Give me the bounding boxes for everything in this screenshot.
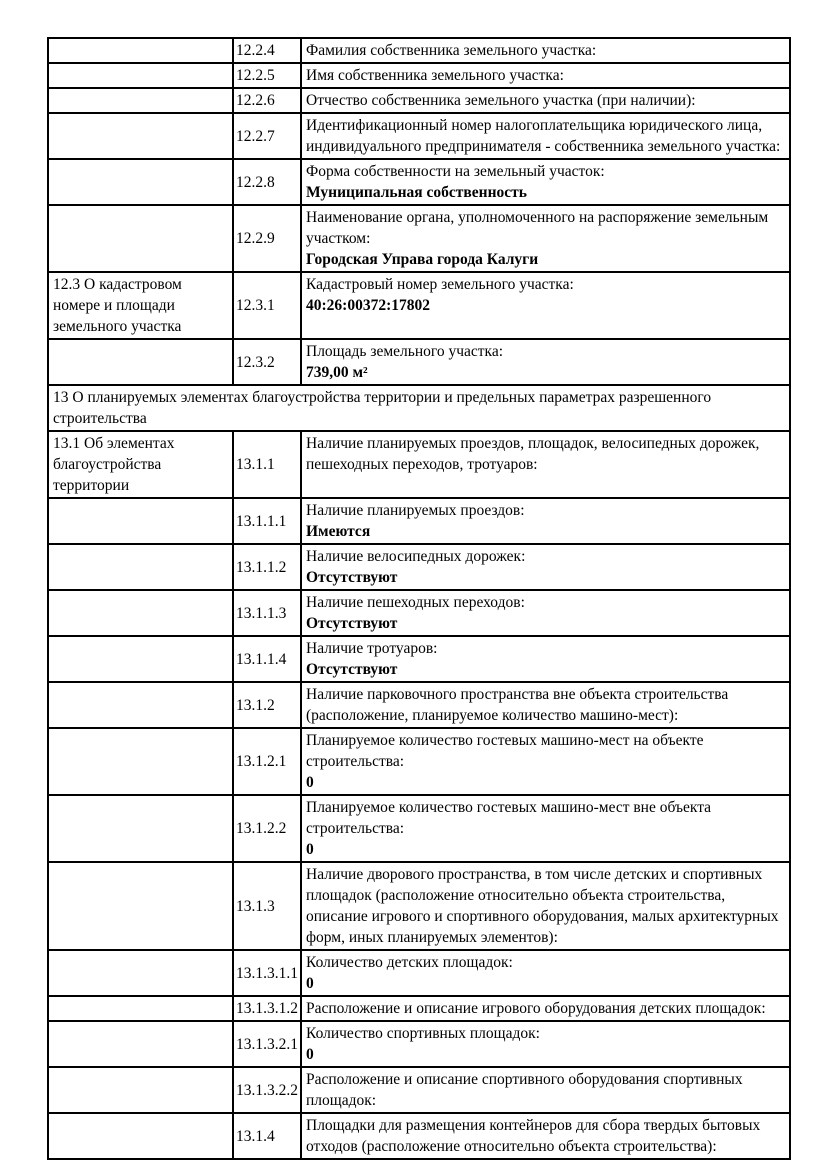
row-code: 12.2.7 [233,113,301,159]
row-code: 12.3.2 [233,339,301,385]
row-label: Площадь земельного участка: [306,343,504,360]
table-row [48,205,790,272]
row-value: 40:26:00372:17802 [306,297,430,314]
table-row [48,88,790,113]
table-row [48,1021,790,1067]
row-code: 13.1.1.2 [233,544,301,590]
section-title-cell [48,205,233,272]
table-row [48,1113,790,1159]
row-label: Идентификационный номер налогоплательщика юридического лица, индивидуального предпринимателя - собственника земельного участка: [306,117,781,155]
row-content-cell [301,498,790,544]
section-title-cell [48,950,233,996]
row-value: Муниципальная собственность [306,184,527,201]
section-title-cell [48,728,233,795]
row-content-cell [301,1113,790,1159]
row-label: Расположение и описание игрового оборудования детских площадок: [306,1000,766,1017]
row-label: Наличие планируемых проездов, площадок, велосипедных дорожек, пешеходных переходов, тротуаров: [306,435,760,473]
section-header-text: 13 О планируемых элементах благоустройства территории и предельных параметрах разрешенного строительства [48,385,790,431]
row-value: Отсутствуют [306,615,398,632]
row-label: Наличие велосипедных дорожек: [306,548,526,565]
row-label: Форма собственности на земельный участок: [306,163,605,180]
row-content-cell [301,431,790,498]
section-title-cell [48,862,233,950]
section-title-cell [48,795,233,862]
row-label: Наличие парковочного пространства вне объекта строительства (расположение, планируемое количество машино-мест): [306,686,729,724]
row-content-cell [301,544,790,590]
table-row [48,795,790,862]
section-title-cell [48,1067,233,1113]
row-label: Наличие пешеходных переходов: [306,594,525,611]
section-header-row [48,385,790,431]
row-content-cell [301,63,790,88]
section-title-cell: 13.1 Об элементах благоустройства территории [48,431,233,498]
row-code: 13.1.1.4 [233,636,301,682]
row-value: Городская Управа города Калуги [306,251,539,268]
row-code: 12.2.5 [233,63,301,88]
table-row [48,272,790,339]
row-code: 12.2.9 [233,205,301,272]
row-code: 13.1.3.2.1 [233,1021,301,1067]
row-content-cell [301,996,790,1021]
table-row [48,63,790,88]
section-title-cell [48,636,233,682]
row-code: 13.1.1.1 [233,498,301,544]
row-value: 0 [306,975,314,992]
table-row [48,38,790,63]
row-content-cell [301,113,790,159]
table-row [48,498,790,544]
section-title-cell [48,498,233,544]
row-code: 13.1.2.1 [233,728,301,795]
row-label: Наличие тротуаров: [306,640,438,657]
row-value: 0 [306,774,314,791]
row-content-cell [301,1021,790,1067]
table-row [48,113,790,159]
row-code: 13.1.3.1.1 [233,950,301,996]
section-title-cell [48,63,233,88]
row-content-cell [301,590,790,636]
section-title-cell [48,590,233,636]
section-title-cell [48,1113,233,1159]
row-value: 739,00 м² [306,364,368,381]
row-label: Кадастровый номер земельного участка: [306,276,574,293]
section-title-cell [48,996,233,1021]
row-content-cell [301,339,790,385]
row-content-cell [301,272,790,339]
row-label: Планируемое количество гостевых машино-мест на объекте строительства: [306,732,704,770]
row-content-cell [301,728,790,795]
table-row [48,590,790,636]
row-code: 13.1.4 [233,1113,301,1159]
row-label: Фамилия собственника земельного участка: [306,42,597,59]
table-row [48,728,790,795]
row-content-cell [301,950,790,996]
row-code: 12.2.6 [233,88,301,113]
table-row [48,431,790,498]
row-content-cell [301,38,790,63]
table-row [48,682,790,728]
row-code: 13.1.2.2 [233,795,301,862]
row-code: 13.1.3 [233,862,301,950]
row-content-cell [301,88,790,113]
section-title-cell [48,113,233,159]
row-label: Планируемое количество гостевых машино-мест вне объекта строительства: [306,799,712,837]
row-content-cell [301,159,790,205]
row-content-cell [301,636,790,682]
section-title-cell [48,339,233,385]
row-code: 12.3.1 [233,272,301,339]
table-row [48,996,790,1021]
table-row [48,862,790,950]
row-value: 0 [306,1046,314,1063]
row-label: Наличие планируемых проездов: [306,502,525,519]
section-title-cell [48,38,233,63]
row-content-cell [301,795,790,862]
section-title-cell [48,682,233,728]
row-value: Имеются [306,523,371,540]
row-code: 13.1.1.3 [233,590,301,636]
section-title-cell [48,159,233,205]
row-code: 13.1.3.1.2 [233,996,301,1021]
declaration-table [47,37,791,1160]
row-code: 13.1.2 [233,682,301,728]
row-code: 13.1.1 [233,431,301,498]
row-content-cell [301,1067,790,1113]
row-code: 13.1.3.2.2 [233,1067,301,1113]
row-label: Наличие дворового пространства, в том числе детских и спортивных площадок (расположение относительно объекта строительства, описание игрового и спортивного оборудования, малых архитектурных форм, иных планируемых элементов): [306,866,779,946]
table-row [48,159,790,205]
row-label: Наименование органа, уполномоченного на распоряжение земельным участком: [306,209,769,247]
row-value: Отсутствуют [306,661,398,678]
row-content-cell [301,205,790,272]
table-row [48,636,790,682]
table-row [48,950,790,996]
table-row [48,544,790,590]
table-body [48,38,790,1159]
row-label: Площадки для размещения контейнеров для сбора твердых бытовых отходов (расположение относительно объекта строительства): [306,1117,761,1155]
section-title-cell [48,88,233,113]
row-value: Отсутствуют [306,569,398,586]
row-label: Количество детских площадок: [306,954,513,971]
row-code: 12.2.4 [233,38,301,63]
section-title-cell [48,1021,233,1067]
row-label: Расположение и описание спортивного оборудования спортивных площадок: [306,1071,743,1109]
row-code: 12.2.8 [233,159,301,205]
row-value: 0 [306,841,314,858]
row-label: Отчество собственника земельного участка (при наличии): [306,92,696,109]
table-row [48,1067,790,1113]
section-title-cell [48,544,233,590]
row-label: Имя собственника земельного участка: [306,67,564,84]
row-label: Количество спортивных площадок: [306,1025,540,1042]
row-content-cell [301,862,790,950]
table-row [48,339,790,385]
section-title-cell: 12.3 О кадастровом номере и площади земельного участка [48,272,233,339]
row-content-cell [301,682,790,728]
